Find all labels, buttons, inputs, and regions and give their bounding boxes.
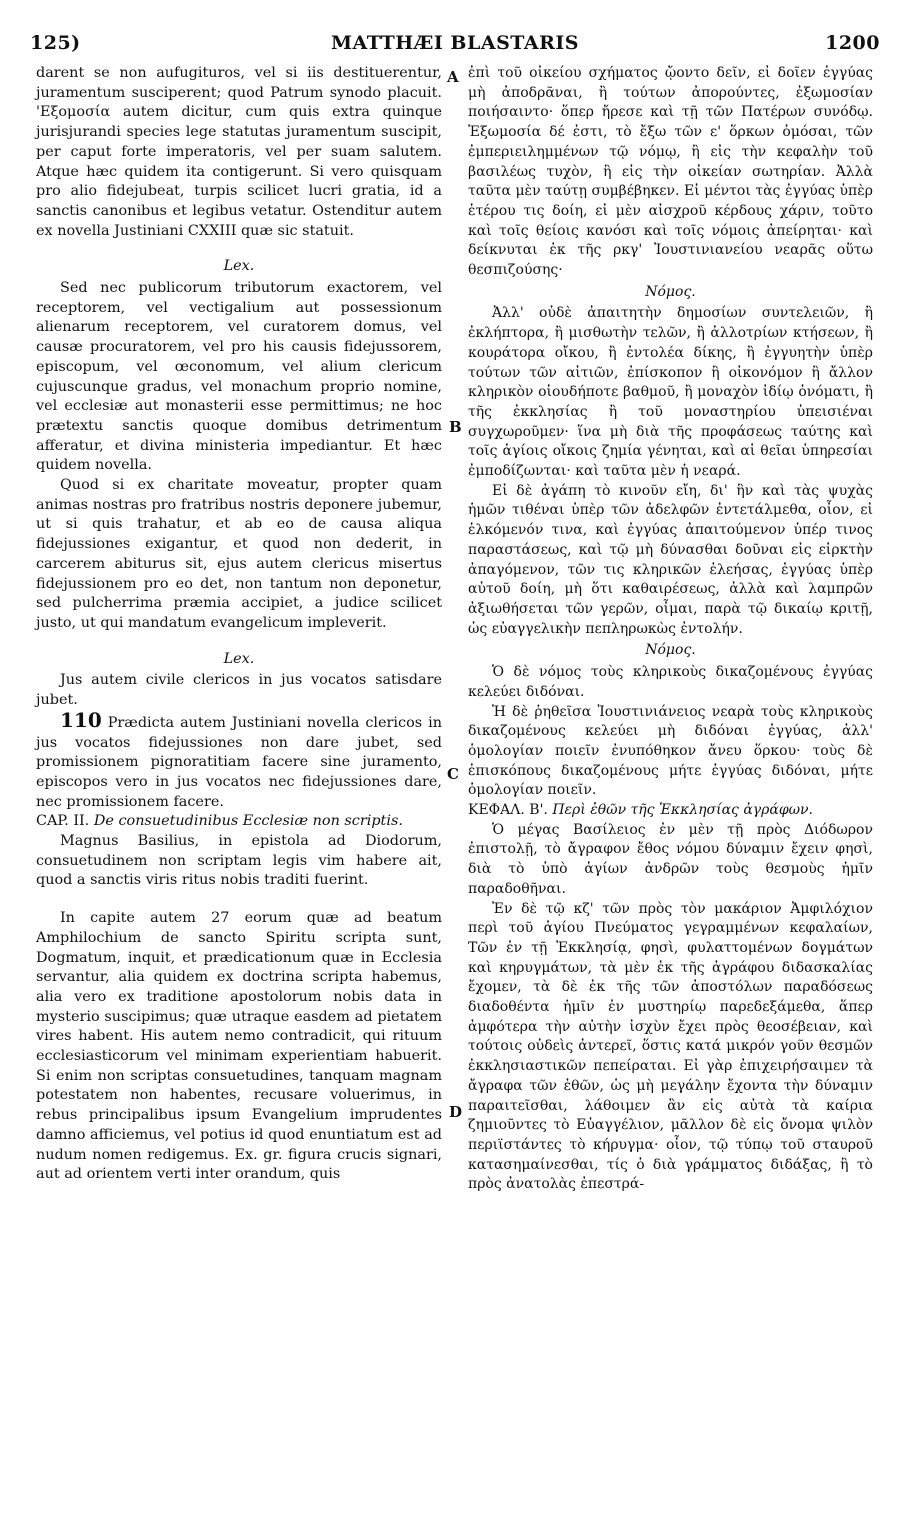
- latin-paragraph-6: Magnus Basilius, in epistola ad Diodorum, consuetudinem non scriptam legis vim habere ait, quod a sanctis viris ritus nobis traditi fuerint.: [36, 833, 442, 889]
- greek-paragraph-3: Εἰ δὲ ἀγάπη τὸ κινοῦν εἴη, δι' ἣν καὶ τὰς ψυχὰς ἡμῶν τιθέναι ὑπὲρ τῶν ἀδελφῶν ἐντετάλμεθα, οἷον, εἰ ἑλκόμενόν τινα, καὶ ἐγγύας ἀπαιτούμενον ὑπέρ τινος παραστάσεως, καὶ τῷ μὴ δύνασθαι δοῦναι εἰς εἱρκτὴν ἀπαγόμενον, τῶν τις κληρικῶν ἐλεήσας, ἐγγύας ὑπὲρ αὐτοῦ δοίη, μὴ ὅτι καθαιρέσεως, ἀλλὰ καὶ λαμπρῶν ἀξιωθήσεται τῶν γερῶν, οἶμαι, παρὰ τῷ δικαίῳ κριτῇ, ὡς εὐαγγελικὴν πεπληρωκὼς ἐντολήν.: [468, 482, 873, 637]
- section-marker-b: B: [449, 418, 462, 436]
- greek-paragraph-7: Ἐν δὲ τῷ κζ' τῶν πρὸς τὸν μακάριον Ἀμφιλόχιον περὶ τοῦ ἁγίου Πνεύματος γεγραμμένων κεφαλαίων, Τῶν ἐν τῇ Ἐκκλησίᾳ, φησὶ, φυλαττομένων δογμάτων καὶ κηρυγμάτων, τὰ μὲν ἐκ τῆς ἀγράφου διδασκαλίας ἔχομεν, τὰ δὲ ἐκ τῆς τῶν ἀποστόλων παραδόσεως διαδοθέντα ἡμῖν ἐν μυστηρίῳ παρεδεξάμεθα, ἅπερ ἀμφότερα τὴν αὐτὴν ἰσχὺν ἔχει πρὸς θεοσέβειαν, καὶ τούτοις οὐδεὶς ἀντερεῖ, ὅστις κατά μικρόν γοῦν θεσμῶν ἐκκλησιαστικῶν πεπείραται. Εἰ γὰρ ἐπιχειρήσαιμεν τὰ ἄγραφα τῶν ἐθῶν, ὡς μὴ μεγάλην ἔχοντα τὴν δύναμιν παραιτεῖσθαι, λάθοιμεν ἂν εἰς αὐτὰ τὰ καίρια ζημιοῦντες τὸ Εὐαγγέλιον, μᾶλλον δὲ εἰς ὄνομα ψιλὸν περιϊστάντες τὸ κήρυγμα· οἷον, τῷ τύπῳ τοῦ σταυροῦ κατασημαίνεσθαι, τίς ὁ διὰ γράμματος διδάξας, ἢ τὸ πρὸς ἀνατολὰς ἐπεστρά-: [468, 900, 873, 1193]
- greek-chapter-heading: ΚΕΦΑΛ. Β'. Περὶ ἐθῶν τῆς Ἐκκλησίας ἀγράφων.: [468, 802, 814, 819]
- section-marker-c: C: [447, 765, 459, 783]
- latin-column: [36, 64, 442, 1185]
- page-number-left: 125): [30, 32, 81, 54]
- latin-paragraph-2: Sed nec publicorum tributorum exactorem, vel receptorem, vel vectigalium aut possessionum alienarum receptorem, vel curatorem domus, vel causæ procuratorem, vel pro his causis fidejussorem, episcopum, vel œconomum, vel alium clericum cujuscunque gradus, vel monachum proprio nomine, vel ecclesiæ aut monasterii esse permittimus; ne hoc prætextu sanctis quoque domibus detrimentum afferatur, et divina ministeria impediantur. Et hæc quidem novella.: [36, 280, 442, 474]
- latin-chapter-heading: CAP. II. De consuetudinibus Ecclesiæ non scriptis.: [36, 813, 403, 830]
- greek-paragraph-2: Ἀλλ' οὐδὲ ἀπαιτητὴν δημοσίων συντελειῶν, ἢ ἐκλήπτορα, ἢ μισθωτὴν τελῶν, ἢ ἀλλοτρίων κτήσεων, ἢ κουράτορα οἴκου, ἢ ἐντολέα δίκης, ἢ ἐγγυητὴν ὑπὲρ τούτων τῶν αἰτιῶν, ἐπίσκοπον ἢ οἰκονόμον ἢ ἄλλον κληρικὸν οἱουδήποτε βαθμοῦ, ἢ μοναχὸν ἰδίῳ ὀνόματι, ἢ τῆς ἐκκλησίας ἢ τοῦ μοναστηρίου ὑπεισιέναι συγχωροῦμεν· ἵνα μὴ διὰ τῆς προφάσεως ταύτης καὶ τοῖς ἁγίοις οἴκοις ζημία γένηται, καὶ αἱ θεῖαι ὑπηρεσίαι ἐμποδίζωνται· καὶ ταῦτα μὲν ἡ νεαρά.: [468, 305, 873, 480]
- section-marker-d: D: [449, 1103, 463, 1121]
- greek-heading-nomos-1: Νόμος.: [645, 283, 696, 300]
- latin-paragraph-1: darent se non aufugituros, vel si iis destituerentur, juramentum susciperent; quod Patrum synodo placuit. 'Εξομοσία autem dicitur, cum quis extra quinque jurisjurandi species lege statutas juramentum suscipit, per caput forte imperatoris, vel per suam salutem. Atque hæc quidem ita contigerunt. Si vero quisquam pro alio fidejubeat, turpis scilicet lucri gratia, id a sanctis canonibus et legibus vetatur. Ostenditur autem ex novella Justiniani CXXIII quæ sic statuit.: [36, 65, 442, 239]
- greek-paragraph-4: Ὁ δὲ νόμος τοὺς κληρικοὺς δικαζομένους ἐγγύας κελεύει διδόναι.: [468, 664, 873, 700]
- greek-column: [468, 64, 873, 1195]
- latin-heading-lex-1: Lex.: [223, 258, 255, 275]
- running-title: MATTHÆI BLASTARIS: [330, 32, 580, 54]
- latin-paragraph-3: Quod si ex charitate moveatur, propter quam animas nostras pro fratribus nostris deponere jubemur, ut si quis trahatur, et ab eo de causa aliqua fidejussiones exigantur, et quod non dederit, in carcerem abiturus sit, ejus autem clericus misertus fidejussionem pro eo det, non tantum non deponetur, sed pulcherrima præmia accipiet, a judice scilicet justo, ut qui mandatum evangelicum impleverit.: [36, 477, 442, 631]
- greek-paragraph-6: Ὁ μέγας Βασίλειος ἐν μὲν τῇ πρὸς Διόδωρον ἐπιστολῇ, τὸ ἄγραφον ἔθος νόμου δύναμιν ἔχειν φησὶ, διὰ τὸ ὑπὸ ἁγίων ἀνδρῶν τοὺς θεσμοὺς ἡμῖν παραδοθῆναι.: [468, 821, 873, 897]
- latin-heading-lex-2: Lex.: [223, 650, 255, 667]
- column-number: 110: [60, 707, 102, 732]
- greek-paragraph-5: Ἡ δὲ ῥηθεῖσα Ἰουστινιάνειος νεαρὰ τοὺς κληρικοὺς δικαζομένους κελεύει μὴ διδόναι ἐγγύας, ἀλλ' ὁμολογίαν ποιεῖν ἐνυπόθηκον ἄνευ ὅρκου· τοὺς δὲ ἐπισκόπους δικαζομένους μήτε ἐγγύας διδόναι, μήτε ὁμολογίαν ποιεῖν.: [468, 703, 873, 799]
- greek-heading-nomos-2: Νόμος.: [645, 642, 696, 659]
- latin-paragraph-4: Jus autem civile clericos in jus vocatos satisdare jubet.: [36, 672, 442, 709]
- latin-paragraph-5: 110 Prædicta autem Justiniani novella clericos in jus vocatos fidejussiones non dare jubet, sed promissionem pignoratitiam facere sine juramento, episcopos vero in jus vocatos nec fidejussiones dare, nec promissionem facere.: [36, 707, 442, 810]
- section-marker-a: A: [447, 68, 459, 86]
- page-header: [30, 32, 880, 58]
- page-number-right: 1200: [825, 32, 880, 54]
- greek-paragraph-1: ἐπὶ τοῦ οἰκείου σχήματος ᾤοντο δεῖν, εἰ δοῖεν ἐγγύας μὴ ἀποδρᾶναι, ἢ τούτων ἀπορούντες, ἐξωμοσίαν ποιήσαιντο· ὅπερ ἤρεσε καὶ τῇ τῶν Πατέρων συνόδῳ. Ἐξωμοσία δέ ἐστι, τὸ ἔξω τῶν ε' ὅρκων ὀμόσαι, τῶν ἐμπεριειλημμένων τῷ νόμῳ, ἢ εἰς τὴν κεφαλὴν τοῦ βασιλέως τυχὸν, ἢ εἰς τὴν οἰκείαν σωτηρίαν. Ἀλλὰ ταῦτα μὲν ταύτῃ συμβέβηκεν. Εἰ μέντοι τὰς ἐγγύας ὑπὲρ ἑτέρου τις δοίη, εἰ μὲν αἰσχροῦ κέρδους χάριν, τοῦτο καὶ τοῖς θείοις κανόσι καὶ τοῖς νόμοις ἀπείρηται· καὶ δείκνυται ἐκ τῆς ρκγ' Ἰουστινιανείου νεαρᾶς οὕτω θεσπιζούσης·: [468, 65, 873, 279]
- latin-paragraph-7: In capite autem 27 eorum quæ ad beatum Amphilochium de sancto Spiritu scripta sunt, Dogmatum, inquit, et prædicationum quæ in Ecclesia servantur, alia quidem ex doctrina scripta habemus, alia vero ex traditione apostolorum nobis data in mysterio suscipimus; quæ utraque easdem ad pietatem vires habent. His autem nemo contradicit, qui rituum ecclesiasticorum vel minimam experientiam habuerit. Si enim non scriptas consuetudines, tanquam magnam potestatem non habentes, recusare voluerimus, in rebus principalibus ipsum Evangelium imprudentes damno afficiemus, vel potius id quod enuntiatum est ad nudum nomen redigemus. Ex. gr. figura crucis signari, aut ad orientem verti inter orandum, quis: [36, 910, 442, 1183]
